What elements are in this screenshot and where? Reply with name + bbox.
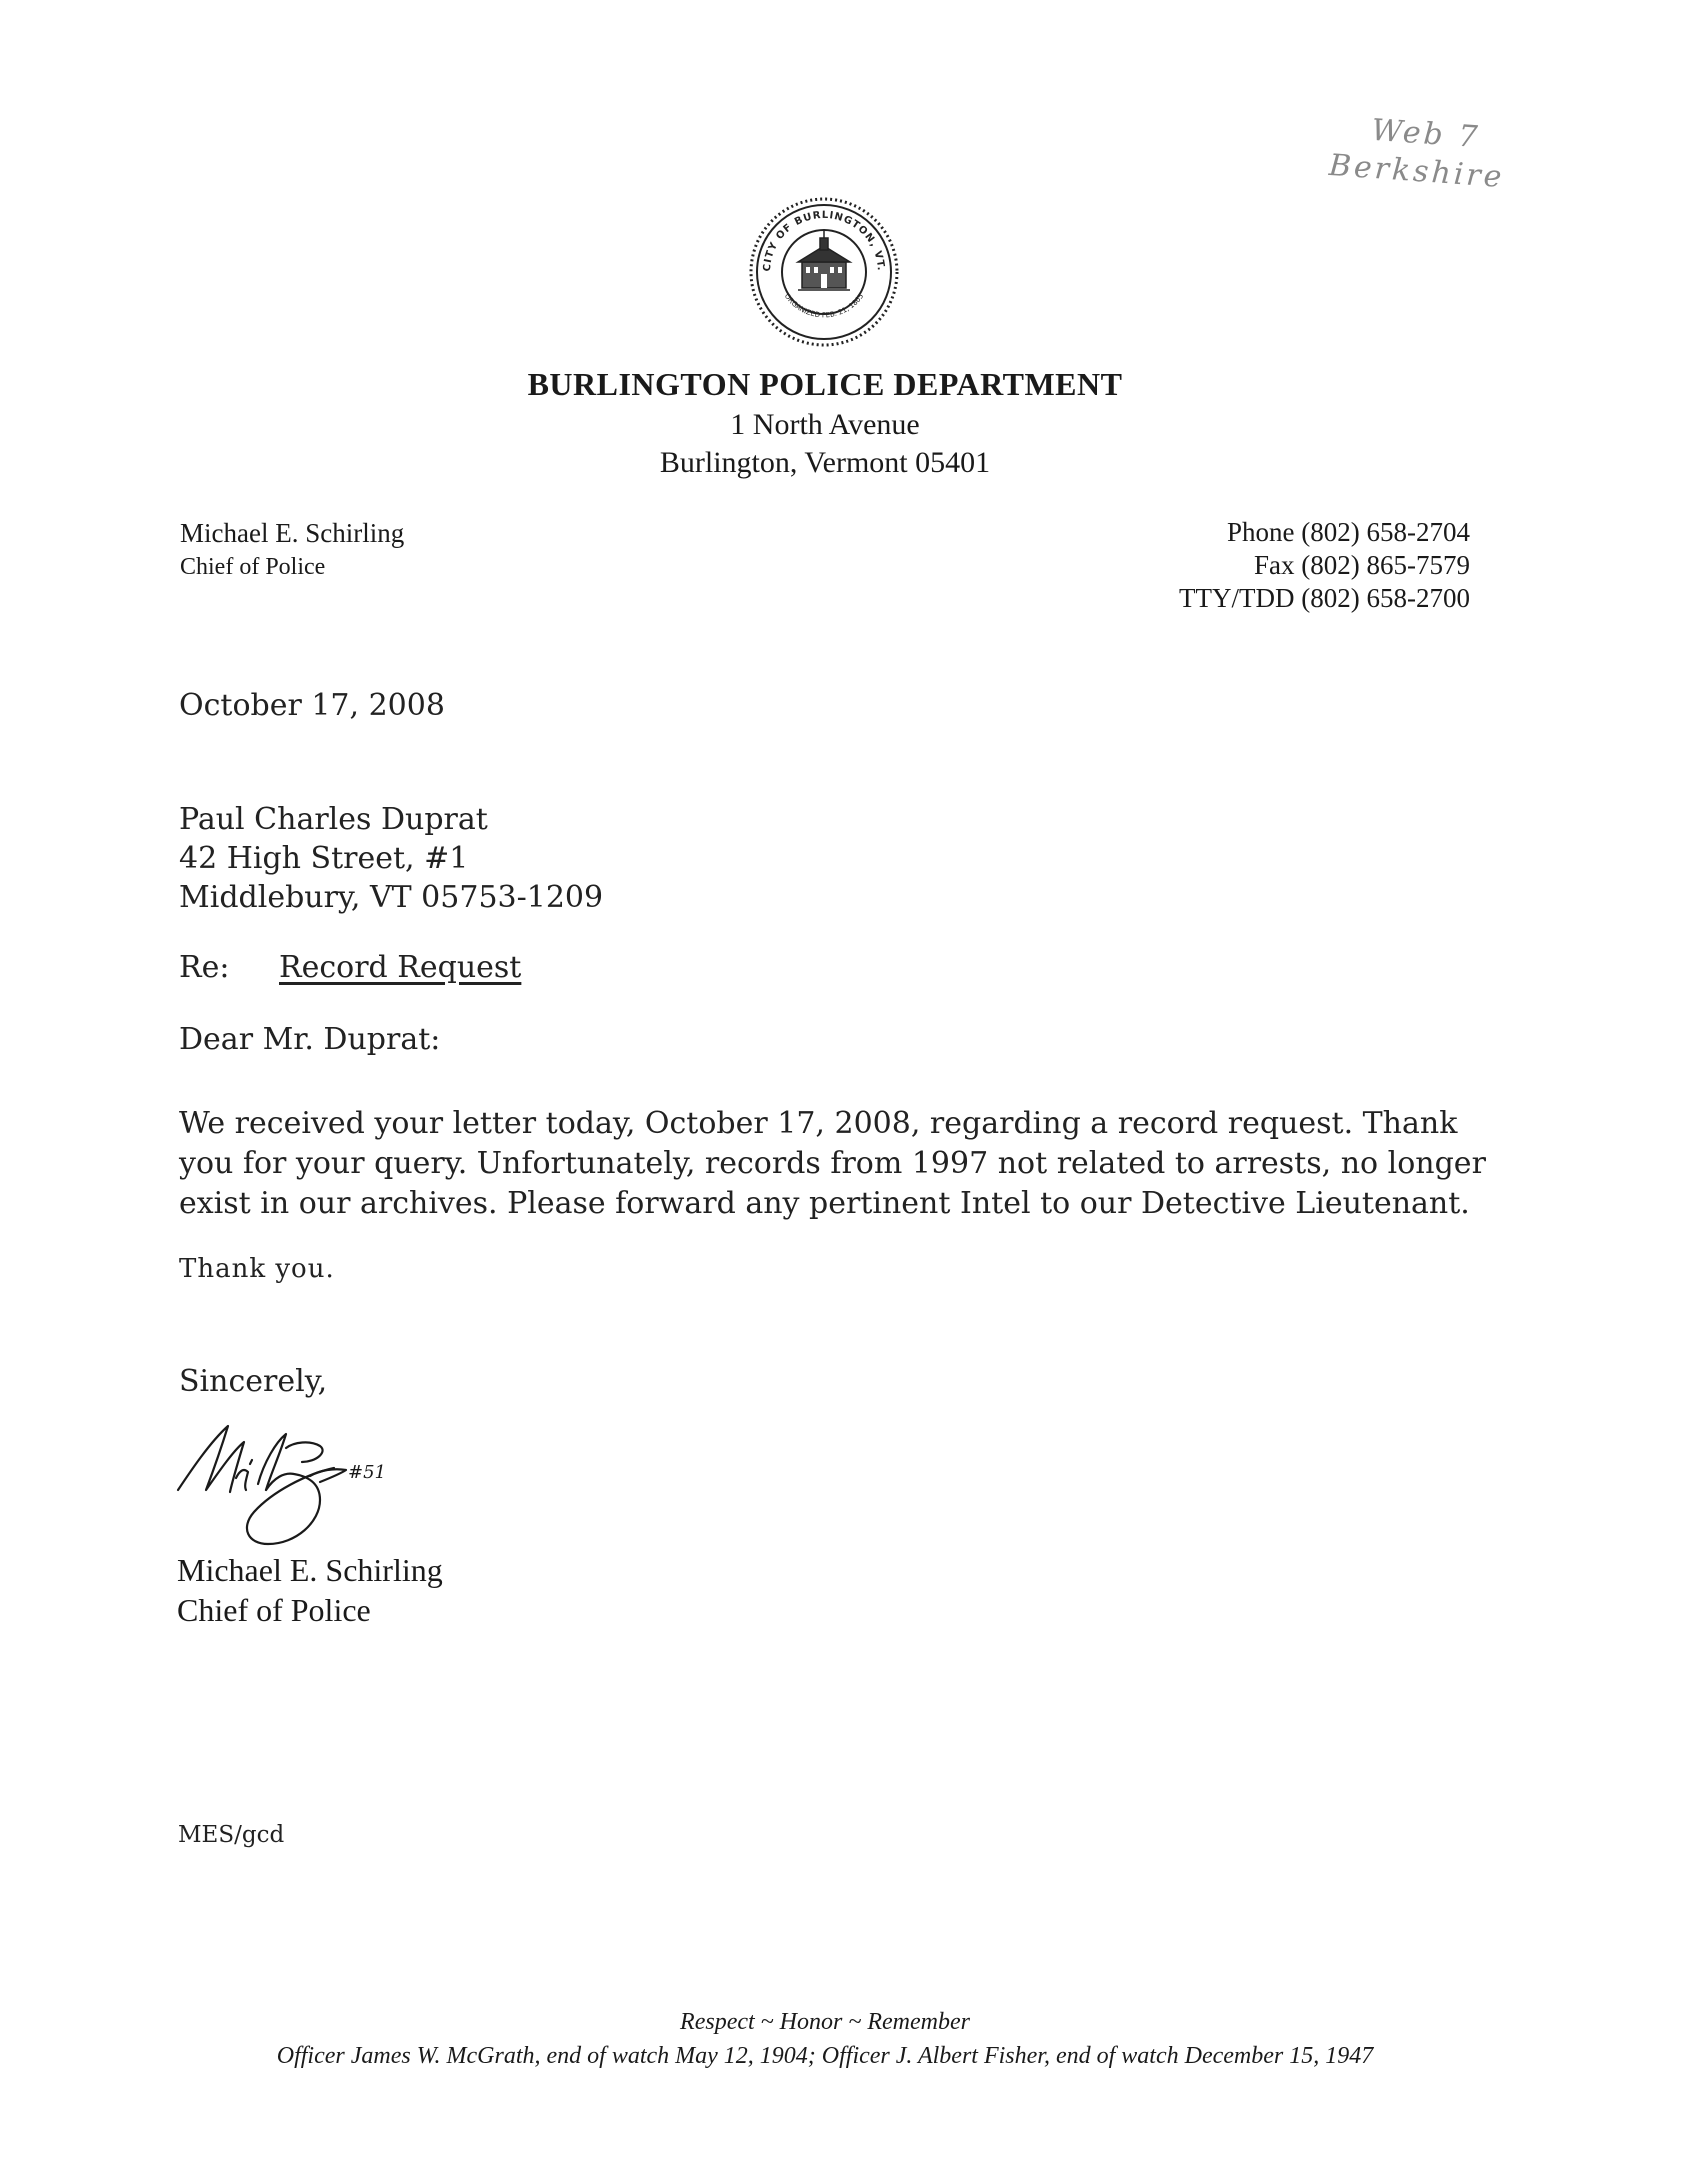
- signer-name: Michael E. Schirling: [177, 1552, 443, 1588]
- phone-number: Phone (802) 658-2704: [1227, 517, 1470, 547]
- department-name: BURLINGTON POLICE DEPARTMENT: [527, 366, 1123, 402]
- recipient-name: Paul Charles Duprat: [179, 802, 488, 837]
- seal-top-text: CITY OF BURLINGTON, VT.: [761, 209, 887, 272]
- recipient-city: Middlebury, VT 05753-1209: [179, 880, 604, 915]
- chief-title: Chief of Police: [180, 554, 326, 580]
- contact-block: [1179, 516, 1470, 615]
- re-label: Re:: [179, 950, 230, 985]
- signature-badge-number: #51: [348, 1462, 386, 1483]
- body-paragraph: We received your letter today, October 17, 2008, regarding a record request. Thank you for your query. Unfortunately, records from 1997 not related to arrests, no longer exist in our archives. Please forward any pertinent Intel to our Detective Lieutenant.: [179, 1106, 1486, 1221]
- letter-date: October 17, 2008: [179, 688, 445, 723]
- handwritten-note: [1328, 109, 1593, 203]
- signature: [170, 1412, 440, 1552]
- department-address-street: 1 North Avenue: [730, 408, 920, 441]
- chief-block: [180, 516, 404, 584]
- chief-name: Michael E. Schirling: [180, 518, 405, 548]
- re-subject: Record Request: [279, 950, 522, 985]
- tty-number: TTY/TDD (802) 658-2700: [1179, 583, 1470, 613]
- salutation: Dear Mr. Duprat:: [179, 1022, 441, 1057]
- typist-initials: MES/gcd: [178, 1822, 285, 1848]
- handwritten-note-line2: Berkshire: [1327, 147, 1506, 196]
- signer-title: Chief of Police: [177, 1592, 371, 1628]
- footer-motto: Respect ~ Honor ~ Remember: [680, 2009, 970, 2035]
- city-seal-logo: [748, 196, 900, 348]
- recipient-address: [179, 800, 603, 917]
- recipient-street: 42 High Street, #1: [179, 841, 469, 876]
- seal-bottom-text: ORGANIZED FEB. 21, 1865: [782, 292, 866, 320]
- svg-text:ORGANIZED FEB. 21, 1865: [783, 292, 865, 319]
- department-address-city: Burlington, Vermont 05401: [659, 446, 991, 479]
- fax-number: Fax (802) 865-7579: [1254, 550, 1470, 580]
- handwritten-note-line1: Web 7: [1370, 112, 1482, 156]
- thanks-line: Thank you.: [179, 1254, 335, 1284]
- footer-memorial: Officer James W. McGrath, end of watch May 12, 1904; Officer J. Albert Fisher, end of watch December 15, 1947: [276, 2043, 1374, 2069]
- closing: Sincerely,: [179, 1364, 328, 1399]
